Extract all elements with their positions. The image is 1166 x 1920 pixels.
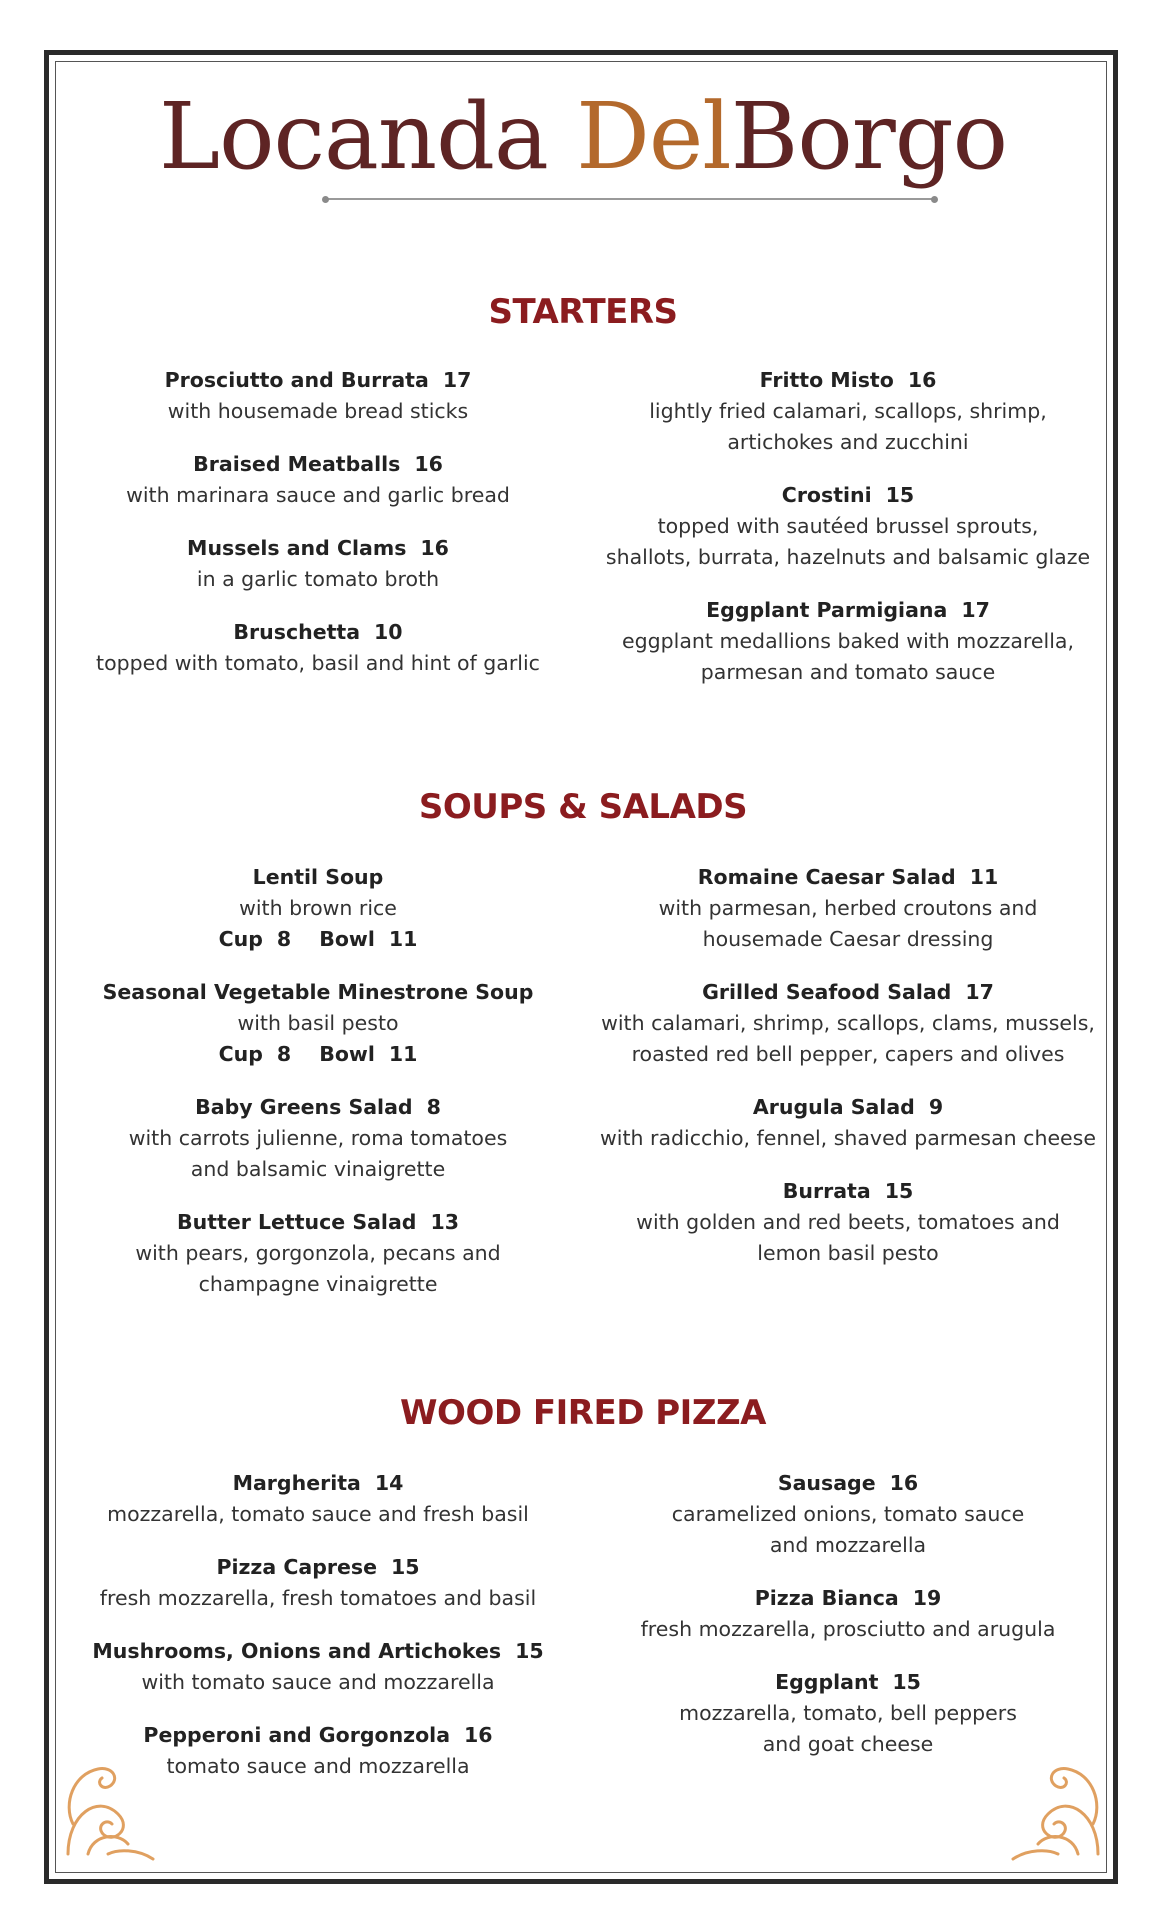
menu-item	[80, 617, 556, 679]
menu-item-price: 15	[391, 1555, 420, 1579]
size-price: 8	[276, 927, 292, 951]
menu-item-price: 16	[907, 368, 937, 392]
menu-item	[600, 595, 1096, 688]
menu-item-name: Baby Greens Salad	[195, 1095, 413, 1119]
menu-item-description: topped with sautéed brussel sprouts,	[657, 514, 1039, 538]
menu-item-heading	[80, 1207, 556, 1238]
menu-item-name: Romaine Caesar Salad	[697, 865, 956, 889]
menu-item	[600, 365, 1096, 458]
menu-item-price: 13	[430, 1210, 459, 1234]
menu-item-description: shallots, burrata, hazelnuts and balsamic glaze	[605, 545, 1091, 569]
menu-item-name: Eggplant Parmigiana	[706, 598, 948, 622]
menu-item-name: Lentil Soup	[252, 865, 384, 889]
menu-item-name: Bruschetta	[233, 620, 361, 644]
menu-item-price: 16	[464, 1723, 493, 1747]
menu-item-name: Butter Lettuce Salad	[177, 1210, 417, 1234]
menu-item-price: 14	[374, 1471, 404, 1495]
menu-item-heading	[80, 1552, 556, 1583]
menu-item-description: with tomato sauce and mozzarella	[141, 1670, 495, 1694]
size-option	[319, 1042, 417, 1066]
menu-item-heading	[80, 365, 556, 396]
menu-item-description: with brown rice	[239, 896, 397, 920]
menu-item-description: eggplant medallions baked with mozzarella,	[622, 629, 1074, 653]
menu-item	[600, 1176, 1096, 1269]
menu-item-heading	[600, 1176, 1096, 1207]
menu-item-price: 16	[414, 452, 443, 476]
menu-item-heading	[80, 1092, 556, 1123]
corner-swirl-icon	[58, 1754, 168, 1864]
menu-item-description: parmesan and tomato sauce	[700, 660, 996, 684]
menu-item-heading	[80, 1720, 556, 1751]
menu-item-description: housemade Caesar dressing	[702, 927, 994, 951]
menu-item-description: with housemade bread sticks	[167, 399, 469, 423]
menu-item	[600, 862, 1096, 955]
restaurant-logo	[0, 82, 1166, 192]
menu-item	[80, 365, 556, 427]
menu-item-heading	[80, 977, 556, 1008]
menu-item-heading	[600, 862, 1096, 893]
menu-item-description: with golden and red beets, tomatoes and	[636, 1210, 1060, 1234]
section-title-wood-fired-pizza: WOOD FIRED PIZZA	[400, 1393, 766, 1433]
menu-item-description: lightly fried calamari, scallops, shrimp,	[649, 399, 1047, 423]
menu-item-price: 17	[442, 368, 472, 392]
pizza-right-column	[600, 1468, 1096, 1782]
menu-item-description: with marinara sauce and garlic bread	[126, 483, 510, 507]
menu-item-heading	[80, 1636, 556, 1667]
size-price: 8	[276, 1042, 292, 1066]
menu-item-price: 10	[374, 620, 403, 644]
size-price: 11	[388, 927, 418, 951]
menu-item-price: 16	[420, 536, 449, 560]
menu-item	[80, 449, 556, 511]
menu-item-name: Fritto Misto	[759, 368, 894, 392]
logo-word-borgo: Borgo	[730, 83, 1007, 190]
menu-item	[600, 480, 1096, 573]
menu-item-name: Crostini	[781, 483, 872, 507]
menu-item-price: 15	[892, 1670, 921, 1694]
menu-item	[600, 1583, 1096, 1645]
menu-item-name: Mushrooms, Onions and Artichokes	[92, 1639, 502, 1663]
menu-item-description: and mozzarella	[769, 1533, 927, 1557]
menu-item	[600, 1468, 1096, 1561]
menu-item-name: Sausage	[777, 1471, 876, 1495]
menu-item-description: in a garlic tomato broth	[196, 567, 440, 591]
menu-item-description: tomato sauce and mozzarella	[166, 1754, 470, 1778]
menu-item	[80, 533, 556, 595]
menu-item-price: 19	[912, 1586, 942, 1610]
menu-item	[80, 1092, 556, 1185]
menu-item-name: Eggplant	[775, 1670, 879, 1694]
logo-dot-left	[322, 196, 329, 203]
starters-right-column	[600, 365, 1096, 710]
menu-item-description: fresh mozzarella, prosciutto and arugula	[640, 1617, 1056, 1641]
section-title-starters: STARTERS	[488, 292, 678, 332]
menu-item-name: Mussels and Clams	[187, 536, 407, 560]
logo-word-del: Del	[576, 83, 731, 190]
menu-item-description: mozzarella, tomato, bell peppers	[679, 1701, 1017, 1725]
menu-item	[600, 1667, 1096, 1760]
menu-item-description: fresh mozzarella, fresh tomatoes and basil	[99, 1586, 537, 1610]
corner-swirl-icon	[998, 1754, 1108, 1864]
menu-item-sizes	[80, 924, 556, 955]
menu-item-heading	[600, 977, 1096, 1008]
menu-item-description: with pears, gorgonzola, pecans and	[135, 1241, 501, 1265]
menu-item-heading	[600, 480, 1096, 511]
menu-item-description: roasted red bell pepper, capers and olives	[631, 1042, 1065, 1066]
menu-item-heading	[80, 862, 556, 893]
menu-item-price: 17	[961, 598, 990, 622]
menu-item-heading	[600, 1092, 1096, 1123]
menu-item-name: Braised Meatballs	[193, 452, 401, 476]
soups-salads-right-column	[600, 862, 1096, 1291]
menu-item-heading	[80, 533, 556, 564]
size-option	[319, 927, 417, 951]
menu-item-name: Margherita	[232, 1471, 361, 1495]
menu-item-heading	[600, 1468, 1096, 1499]
menu-item-price: 11	[969, 865, 999, 889]
menu-item-heading	[600, 365, 1096, 396]
menu-item-name: Burrata	[782, 1179, 871, 1203]
menu-item	[600, 977, 1096, 1070]
size-option	[219, 927, 292, 951]
menu-item-description: artichokes and zucchini	[727, 430, 969, 454]
menu-item-price: 17	[965, 980, 994, 1004]
menu-item	[80, 1468, 556, 1530]
size-option	[219, 1042, 292, 1066]
menu-item-description: mozzarella, tomato sauce and fresh basil	[107, 1502, 529, 1526]
menu-item-name: Seasonal Vegetable Minestrone Soup	[102, 980, 534, 1004]
menu-item-name: Arugula Salad	[752, 1095, 915, 1119]
size-label: Bowl	[319, 927, 375, 951]
menu-item-heading	[600, 1583, 1096, 1614]
size-label: Bowl	[319, 1042, 375, 1066]
menu-item	[80, 977, 556, 1070]
menu-item	[600, 1092, 1096, 1154]
menu-item-name: Pizza Bianca	[754, 1586, 899, 1610]
section-title-soups-salads: SOUPS & SALADS	[418, 787, 748, 827]
logo-dot-right	[931, 196, 938, 203]
menu-item-description: with parmesan, herbed croutons and	[658, 896, 1038, 920]
menu-item-price: 9	[928, 1095, 944, 1119]
menu-item	[80, 1207, 556, 1300]
menu-item-description: with radicchio, fennel, shaved parmesan cheese	[600, 1126, 1096, 1150]
size-price: 11	[388, 1042, 418, 1066]
menu-item-price: 15	[515, 1639, 544, 1663]
menu-item	[80, 1552, 556, 1614]
menu-item	[80, 1636, 556, 1698]
menu-item-heading	[600, 1667, 1096, 1698]
menu-item-name: Pizza Caprese	[216, 1555, 378, 1579]
size-label: Cup	[218, 1042, 263, 1066]
menu-item-price: 16	[889, 1471, 919, 1495]
menu-item-sizes	[80, 1039, 556, 1070]
menu-item-description: lemon basil pesto	[757, 1241, 939, 1265]
menu-item-price: 15	[884, 1179, 914, 1203]
menu-item-description: and balsamic vinaigrette	[190, 1157, 446, 1181]
menu-item-price: 15	[885, 483, 915, 507]
menu-item-description: champagne vinaigrette	[198, 1272, 438, 1296]
soups-salads-left-column	[80, 862, 556, 1322]
menu-item-description: and goat cheese	[762, 1732, 934, 1756]
menu-item-description: caramelized onions, tomato sauce	[671, 1502, 1025, 1526]
menu-item-heading	[80, 1468, 556, 1499]
menu-item-price: 8	[426, 1095, 441, 1119]
menu-item-heading	[600, 595, 1096, 626]
menu-item-heading	[80, 449, 556, 480]
menu-item-description: with calamari, shrimp, scallops, clams, mussels,	[601, 1011, 1095, 1035]
menu-item-description: with carrots julienne, roma tomatoes	[128, 1126, 508, 1150]
starters-left-column	[80, 365, 556, 701]
menu-item-name: Prosciutto and Burrata	[164, 368, 429, 392]
menu-item-description: topped with tomato, basil and hint of garlic	[96, 651, 540, 675]
size-label: Cup	[218, 927, 263, 951]
logo-word-locanda: Locanda	[158, 83, 548, 190]
menu-item-name: Grilled Seafood Salad	[702, 980, 952, 1004]
menu-item	[80, 862, 556, 955]
menu-item-name: Pepperoni and Gorgonzola	[143, 1723, 451, 1747]
menu-item-description: with basil pesto	[237, 1011, 399, 1035]
logo-underline	[328, 198, 932, 200]
menu-item-heading	[80, 617, 556, 648]
